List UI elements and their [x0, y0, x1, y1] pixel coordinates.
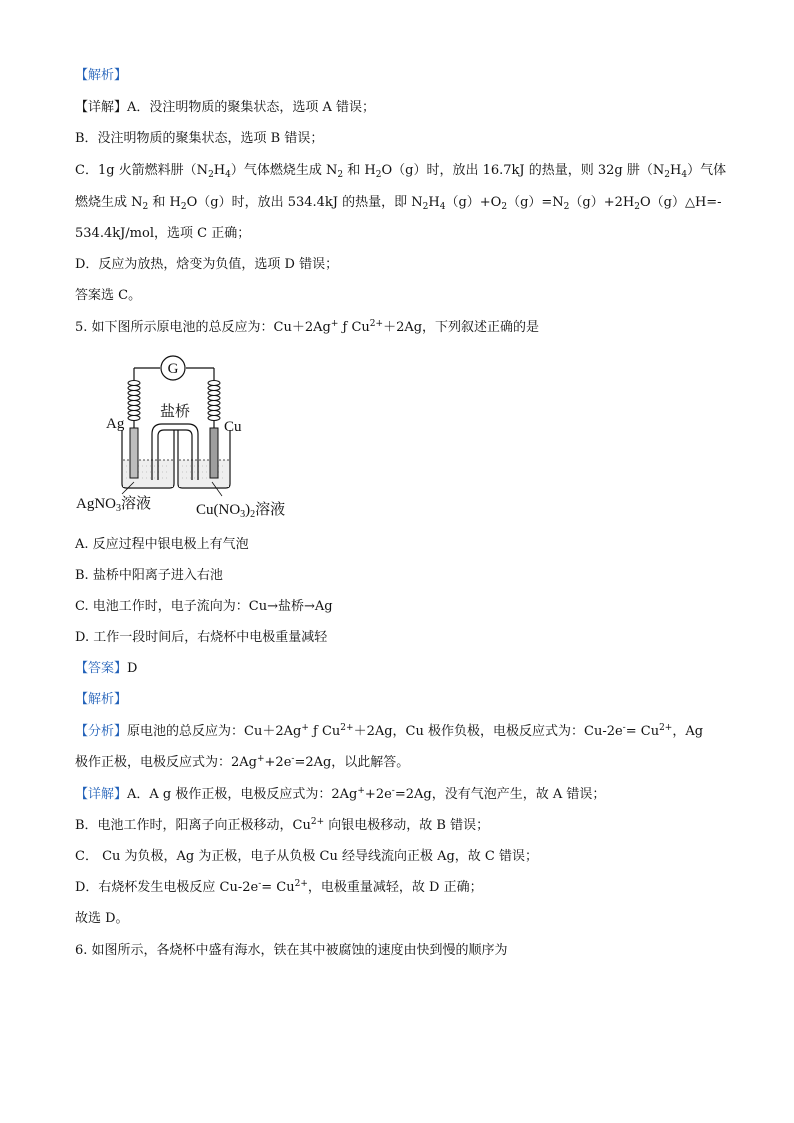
answer-line: [75, 661, 137, 677]
fenxi-line2: 极作正极，电极反应式为：2Ag++2e-=2Ag，以此解答。: [75, 754, 410, 770]
option-c: C. 电池工作时，电子流向为：Cu→盐桥→Ag: [75, 599, 333, 614]
detail2-option-b: B．电池工作时，阳离子向正极移动，$Cu^{2+}$ 向银电极移动，故 B 错误；: [75, 817, 490, 833]
detail-option-c-line3: 534.4kJ/mol，选项 C 正确；: [75, 226, 251, 241]
option-a: A. 反应过程中银电极上有气泡: [75, 537, 249, 552]
analysis-heading: 【解析】: [75, 68, 128, 83]
detail-option-b: B．没注明物质的聚集状态，选项 B 错误；: [75, 131, 324, 146]
option-d: D. 工作一段时间后，右烧杯中电极重量减轻: [75, 630, 328, 645]
galvanic-cell-diagram: [72, 352, 312, 522]
fenxi-line1: 【分析】原电池的总反应为：Cu＋2Ag+ ƒ $Cu^{2+}+2Ag$，Cu 极作负极，电极反应式为：$Cu-2e^-= Cu^{2+}$，Ag: [75, 723, 704, 739]
answer-value: D: [127, 661, 138, 676]
galvanometer-label: G: [167, 361, 179, 377]
salt-bridge-label: 盐桥: [160, 404, 191, 420]
detail-option-c-line2: 燃烧生成 $N_2$ 和 $H_2O(g)$时，放出 534.4kJ 的热量，即 $N_2H_4(g)+O_2(g)=N_2(g)+2H_2O(g)\triangle H=-$: [75, 195, 722, 212]
detail-option-d: D．反应为放热，焓变为负值，选项 D 错误；: [75, 257, 339, 272]
question-5: 5. 如下图所示原电池的总反应为：Cu＋2Ag+ ƒ $Cu^{2+}+2Ag$，下列叙述正确的是: [75, 319, 540, 335]
detail-option-a: 【详解】A．没注明物质的聚集状态，选项 A 错误；: [75, 100, 376, 115]
answer-tag: 【答案】: [75, 661, 128, 676]
question-6: 6. 如图所示，各烧杯中盛有海水，铁在其中被腐蚀的速度由快到慢的顺序为: [75, 943, 508, 958]
detail2-option-d: D．右烧杯发生电极反应 $Cu-2e^-= Cu^{2+}$，电极重量减轻，故 D 正确；: [75, 879, 483, 895]
detail-option-c-line1: C．1g 火箭燃料肼$(N_2H_4)$气体燃烧生成 $N_2$ 和 $H_2O(g)$时，放出 16.7kJ 的热量，则 32g 肼$(N_2H_4)$气体: [75, 163, 727, 180]
cu-electrode-label: Cu: [224, 419, 242, 435]
agno3-solution-label: AgNO$_3$溶液: [76, 496, 152, 514]
answer-choice-c: 答案选 C。: [75, 288, 142, 303]
answer-choice-d: 故选 D。: [75, 911, 129, 926]
detail2-option-a: 【详解】A．A g 极作正极，电极反应式为：2Ag++2e-=2Ag，没有气泡产生，故 A 错误；: [75, 786, 606, 802]
option-b: B. 盐桥中阳离子进入右池: [75, 568, 223, 583]
ag-electrode: [130, 428, 138, 478]
left-coil-icon: [128, 381, 140, 421]
cu-electrode: [210, 428, 218, 478]
galvanic-cell-svg: [72, 352, 312, 522]
detail2-option-c: C． Cu 为负极，Ag 为正极，电子从负极 Cu 经导线流向正极 Ag，故 C 错误；: [75, 849, 539, 864]
ag-electrode-label: Ag: [106, 416, 125, 432]
analysis-heading-2: 【解析】: [75, 692, 128, 707]
cuno3-solution-label: $Cu(NO_3)_2$溶液: [196, 502, 286, 520]
right-beaker: [178, 430, 230, 488]
right-coil-icon: [208, 381, 220, 421]
